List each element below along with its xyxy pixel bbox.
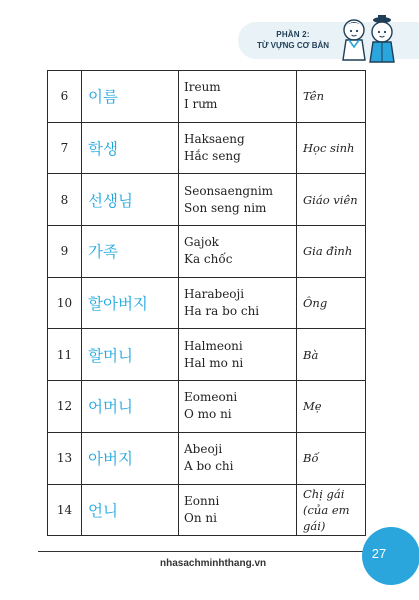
vietnamese-pronunciation: O mo ni	[184, 407, 232, 422]
footer-divider	[38, 551, 378, 552]
romanization-cell	[179, 329, 297, 381]
vietnamese-meaning-cell	[297, 432, 366, 484]
vietnamese-pronunciation: Son seng nim	[184, 200, 267, 215]
romanization: Gajok	[184, 235, 219, 250]
romanization-cell	[179, 381, 297, 433]
romanization-cell	[179, 174, 297, 226]
vietnamese-meaning-cell	[297, 381, 366, 433]
vietnamese-pronunciation: A bo chi	[184, 459, 234, 474]
romanization-cell	[179, 71, 297, 123]
romanization-cell	[179, 226, 297, 278]
vietnamese-pronunciation: Ha ra bo chi	[184, 304, 260, 319]
row-number: 13	[48, 432, 82, 484]
romanization: Ireum	[184, 80, 221, 95]
vocab-row	[48, 226, 366, 278]
romanization-cell	[179, 484, 297, 536]
vietnamese-meaning: Giáo viên	[303, 192, 358, 207]
vocab-row	[48, 122, 366, 174]
row-number: 8	[48, 174, 82, 226]
romanization: Eomeoni	[184, 390, 238, 405]
vietnamese-pronunciation: Hal mo ni	[184, 355, 244, 370]
vocab-row	[48, 277, 366, 329]
vietnamese-pronunciation: Ka chốc	[184, 252, 233, 267]
romanization-cell	[179, 122, 297, 174]
korean-word: 이름	[82, 71, 179, 123]
korean-word: 가족	[82, 226, 179, 278]
vietnamese-meaning: Gia đình	[303, 244, 353, 259]
row-number: 6	[48, 71, 82, 123]
vocab-row	[48, 432, 366, 484]
vietnamese-meaning-cell	[297, 71, 366, 123]
row-number: 9	[48, 226, 82, 278]
vietnamese-pronunciation: On ni	[184, 510, 217, 525]
vietnamese-meaning-cell	[297, 484, 366, 536]
vietnamese-pronunciation: Hắc seng	[184, 149, 241, 164]
vietnamese-meaning: Bố	[303, 451, 319, 466]
row-number: 12	[48, 381, 82, 433]
romanization: Eonni	[184, 493, 220, 508]
vietnamese-meaning: (của em gái)	[303, 502, 350, 533]
vocab-row	[48, 381, 366, 433]
vietnamese-meaning-cell	[297, 226, 366, 278]
vietnamese-meaning-cell	[297, 277, 366, 329]
romanization: Halmeoni	[184, 338, 243, 353]
vietnamese-meaning: Ông	[303, 296, 328, 311]
vocab-row	[48, 484, 366, 536]
vocab-row	[48, 174, 366, 226]
romanization: Haksaeng	[184, 132, 245, 147]
romanization: Seonsaengnim	[184, 183, 274, 198]
romanization-cell	[179, 277, 297, 329]
vietnamese-meaning: Tên	[303, 89, 324, 104]
publisher-website: nhasachminhthang.vn	[160, 558, 267, 569]
korean-word: 어머니	[82, 381, 179, 433]
vocabulary-table	[47, 70, 366, 536]
korean-word: 할아버지	[82, 277, 179, 329]
row-number: 7	[48, 122, 82, 174]
vietnamese-meaning: Học sinh	[303, 141, 355, 156]
vietnamese-meaning-cell	[297, 329, 366, 381]
vietnamese-meaning: Mẹ	[303, 399, 322, 414]
page-number: 27	[371, 546, 387, 561]
vocab-row	[48, 329, 366, 381]
korean-word: 학생	[82, 122, 179, 174]
vocab-row	[48, 71, 366, 123]
section-part-label: PHẦN 2:	[276, 30, 310, 39]
romanization: Harabeoji	[184, 287, 245, 302]
korean-word: 할머니	[82, 329, 179, 381]
row-number: 11	[48, 329, 82, 381]
vietnamese-meaning-cell	[297, 122, 366, 174]
korean-word: 선생님	[82, 174, 179, 226]
vietnamese-meaning: Bà	[303, 347, 319, 362]
korean-word: 아버지	[82, 432, 179, 484]
vietnamese-pronunciation: I rưm	[184, 97, 218, 112]
row-number: 10	[48, 277, 82, 329]
korean-word: 언니	[82, 484, 179, 536]
vietnamese-meaning-cell	[297, 174, 366, 226]
romanization: Abeoji	[184, 442, 223, 457]
vietnamese-meaning: Chị gái	[303, 486, 345, 501]
mascot-illustration	[332, 14, 404, 64]
romanization-cell	[179, 432, 297, 484]
row-number: 14	[48, 484, 82, 536]
section-topic-label: TỪ VỰNG CƠ BẢN	[256, 41, 330, 50]
